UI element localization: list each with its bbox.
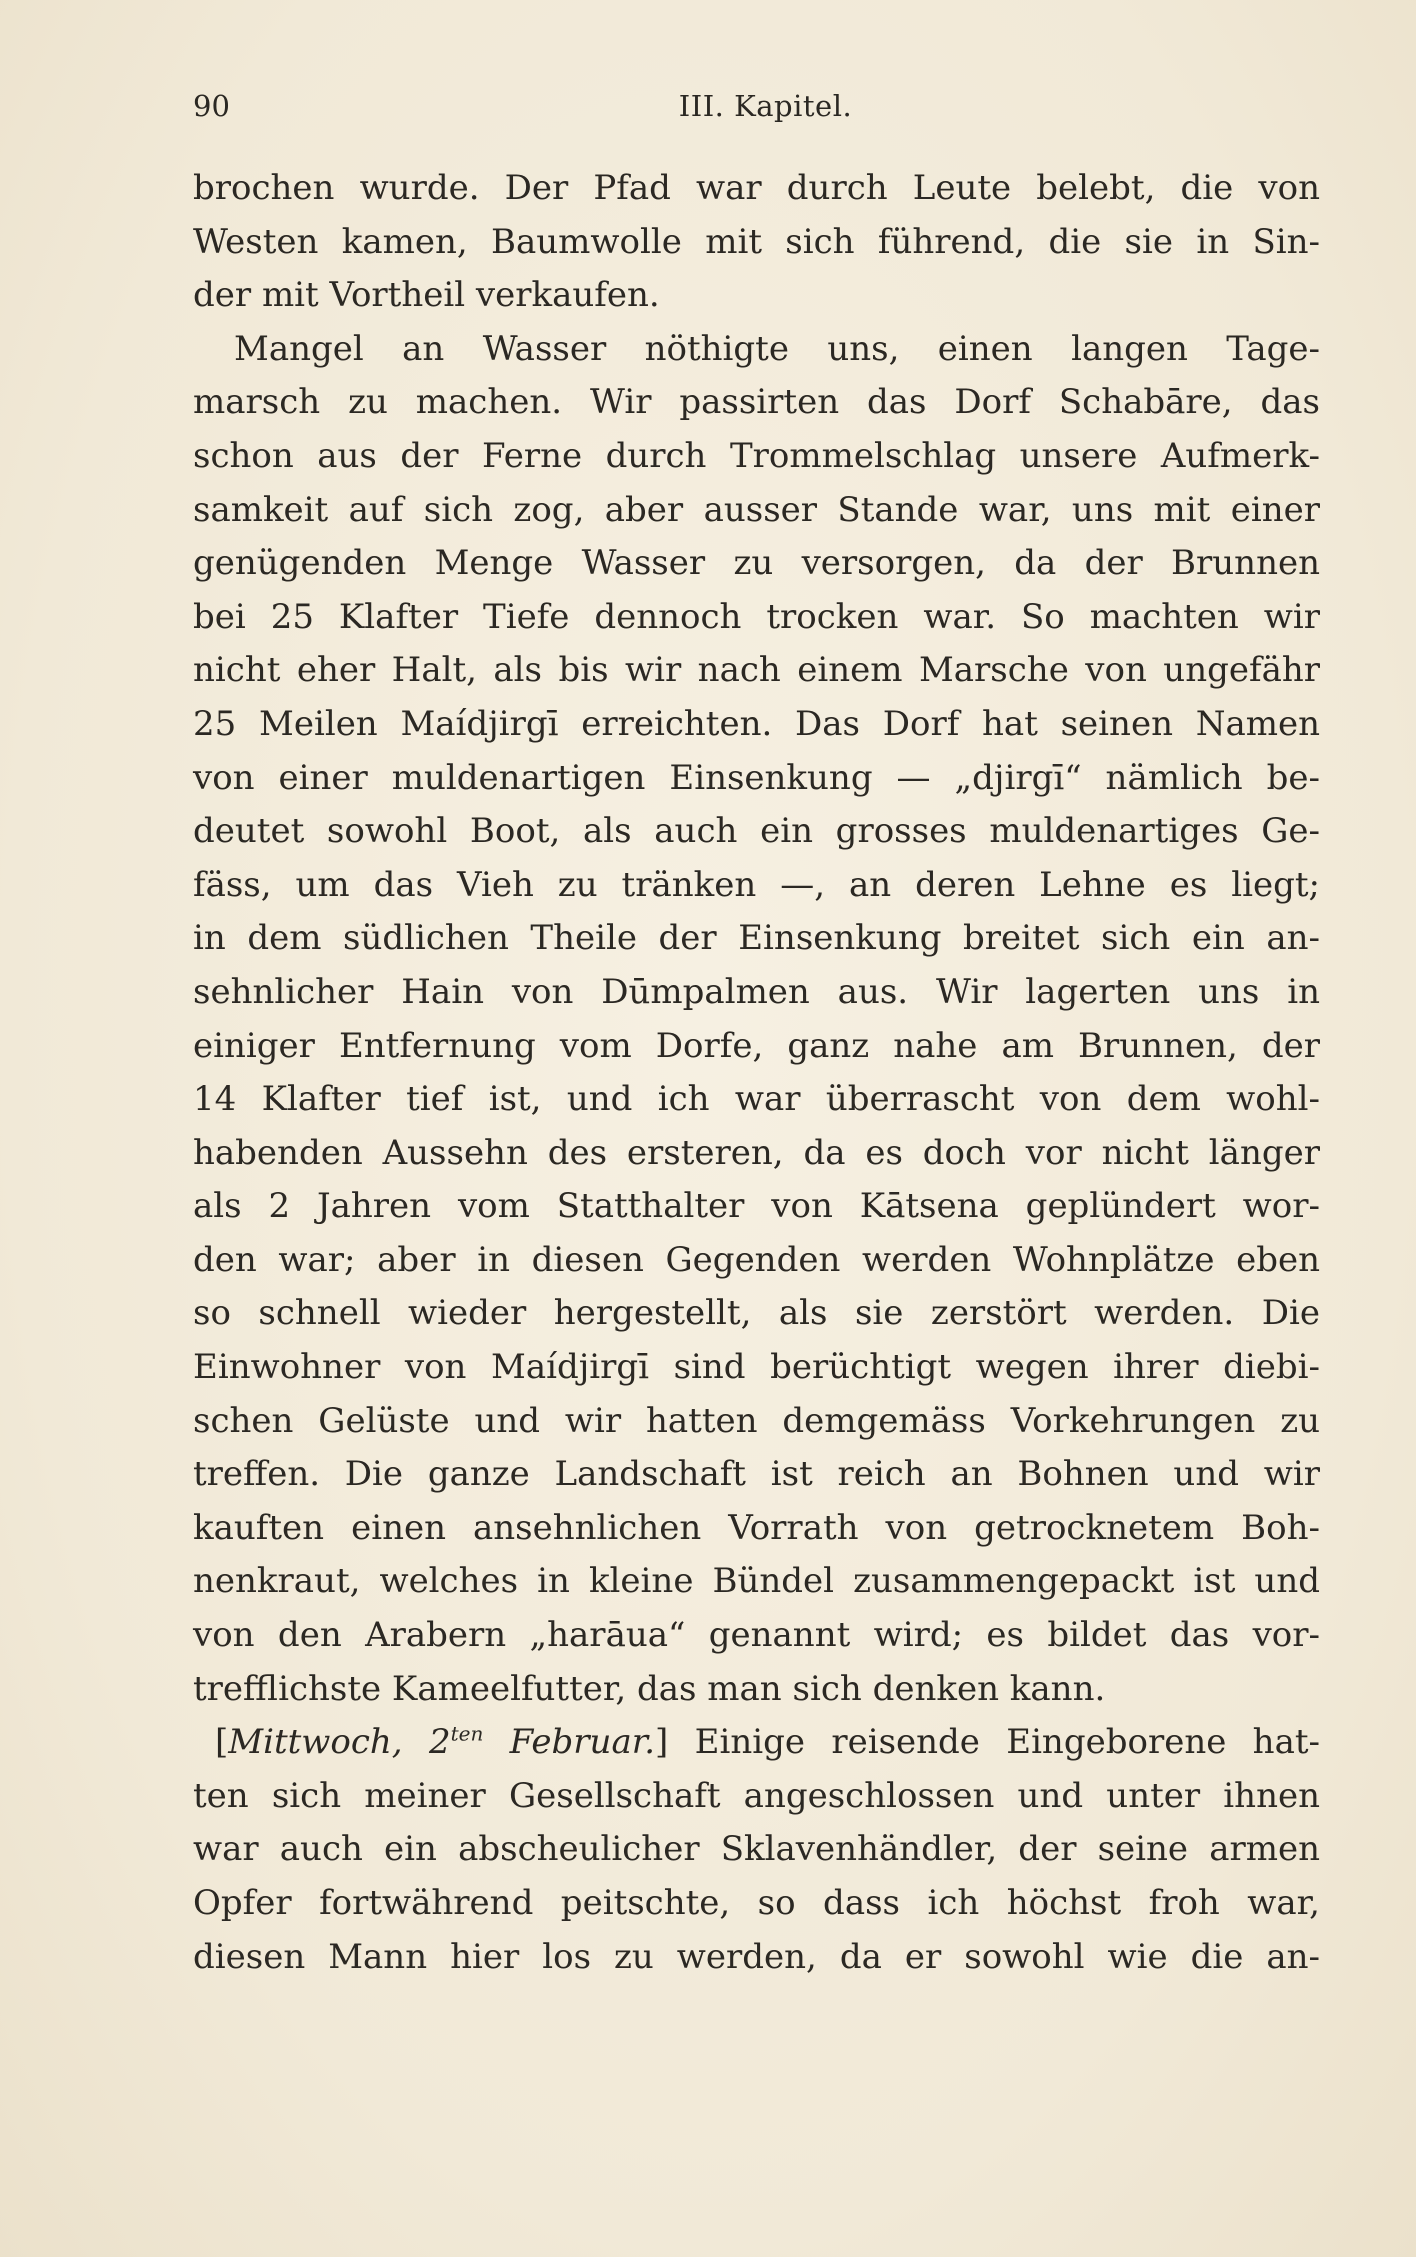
text-line: marsch zu machen. Wir passirten das Dorf Schabāre, das [193,382,1320,423]
text-line: war auch ein abscheulicher Sklavenhändler, der seine armen [193,1829,1320,1870]
page-header [193,84,1323,128]
text-line: sehnlicher Hain von Dūmpalmen aus. Wir lagerten uns in [193,971,1320,1012]
text-line: nenkraut, welches in kleine Bündel zusammengepackt ist und [193,1561,1320,1602]
page-number: 90 [193,89,230,123]
text-line: kauften einen ansehnlichen Vorrath von getrocknetem Boh- [193,1507,1320,1548]
text-line: schen Gelüste und wir hatten demgemäss Vorkehrungen zu [193,1400,1320,1441]
text-line: treffen. Die ganze Landschaft ist reich an Bohnen und wir [193,1454,1320,1495]
text-line: deutet sowohl Boot, als auch ein grosses muldenartiges Ge- [193,811,1320,852]
date-close-bracket: ] [655,1722,669,1763]
text-line: bei 25 Klafter Tiefe dennoch trocken war. So machten wir [193,596,1320,637]
body-text [193,162,1320,1984]
text-line: den war; aber in diesen Gegenden werden Wohnplätze eben [193,1239,1320,1280]
text-line: schon aus der Ferne durch Trommelschlag unsere Aufmerk- [193,435,1320,476]
date-heading-line [193,1716,1320,1770]
text-line: diesen Mann hier los zu werden, da er sowohl wie die an- [193,1936,1320,1977]
date-month: Februar. [509,1722,656,1763]
text-line: in dem südlichen Theile der Einsenkung breitet sich ein an- [193,918,1320,959]
text-line: fäss, um das Vieh zu tränken —, an deren Lehne es liegt; [193,864,1320,905]
text-line: von einer muldenartigen Einsenkung — „djirgī“ nämlich be- [193,757,1320,798]
date-day: $2^{ten}$ [428,1721,484,1763]
paragraph-start-line: Mangel an Wasser nöthigte uns, einen langen Tage- [234,328,1320,369]
text-line: 14 Klafter tief ist, und ich war überrascht von dem wohl- [193,1079,1320,1120]
date-weekday: Mittwoch, [228,1722,403,1763]
text-line: der mit Vortheil verkaufen. [193,275,660,316]
text-line: habenden Aussehn des ersteren, da es doch vor nicht länger [193,1132,1320,1173]
date-day-suffix: ten [450,1721,484,1746]
text-line: brochen wurde. Der Pfad war durch Leute belebt, die von [193,168,1320,208]
text-line: samkeit auf sich zog, aber ausser Stande war, uns mit einer [193,489,1320,530]
text-line: nicht eher Halt, als bis wir nach einem Marsche von ungefähr [193,650,1320,691]
text-line: von den Arabern „harāua“ genannt wird; es bildet das vor- [193,1615,1320,1656]
date-open-bracket: [ [215,1722,229,1763]
text-line: 25 Meilen Maídjirgī erreichten. Das Dorf hat seinen Namen [193,703,1320,744]
text-line: einiger Entfernung vom Dorfe, ganz nahe am Brunnen, der [193,1025,1320,1066]
text-line: Einwohner von Maídjirgī sind berüchtigt wegen ihrer diebi- [193,1347,1320,1388]
text-line: Opfer fortwährend peitschte, so dass ich höchst froh war, [193,1883,1320,1923]
date-line-rest: Einige reisende Eingeborene hat- [694,1722,1320,1763]
text-line: trefflichste Kameelfutter, das man sich denken kann. [193,1668,1106,1709]
text-line: als 2 Jahren vom Statthalter von Kātsena geplündert wor- [193,1186,1320,1227]
text-line: genügenden Menge Wasser zu versorgen, da der Brunnen [193,543,1320,584]
running-head: III. Kapitel. [678,89,853,123]
text-line: ten sich meiner Gesellschaft angeschlossen und unter ihnen [193,1775,1320,1816]
text-line: Westen kamen, Baumwolle mit sich führend, die sie in Sin- [193,221,1320,262]
text-line: so schnell wieder hergestellt, als sie zerstört werden. Die [193,1293,1320,1334]
